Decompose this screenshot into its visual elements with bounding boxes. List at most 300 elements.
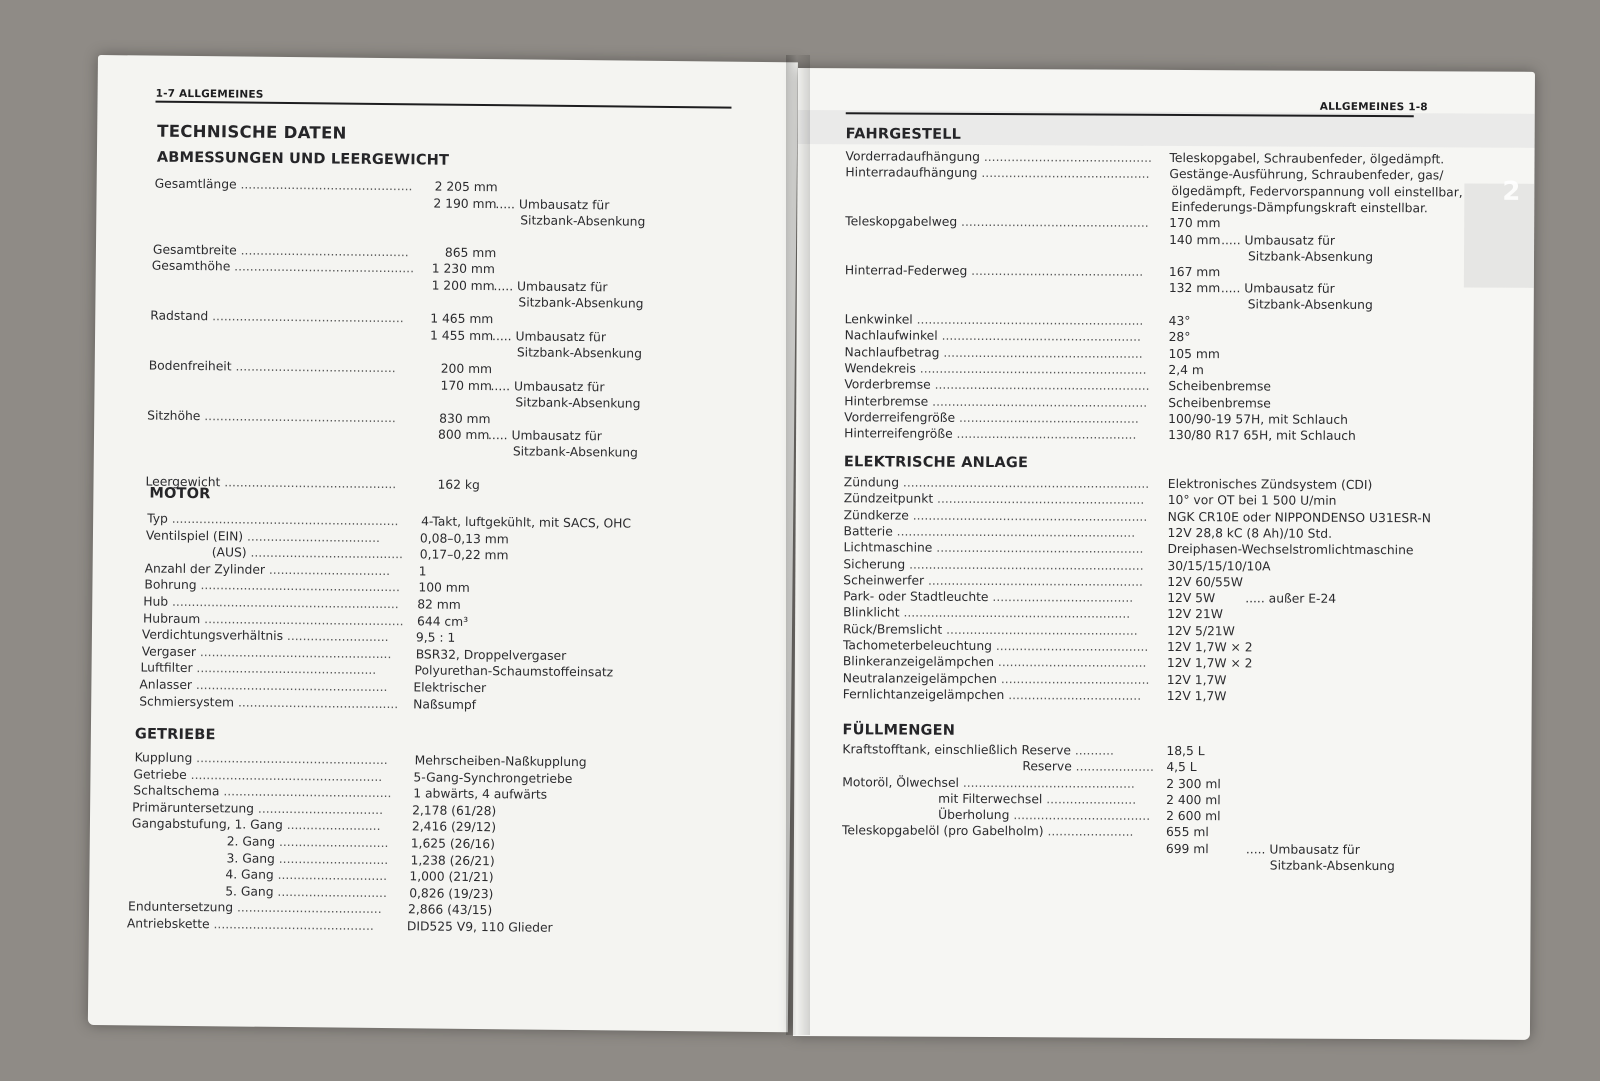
dot-leader: ..................................................... <box>933 491 1145 507</box>
dot-leader: ............................................................ <box>905 557 1144 573</box>
spec-label <box>845 327 1161 345</box>
spec-value: Naßsumpf <box>413 697 477 712</box>
spec-row <box>843 686 1407 706</box>
dot-leader: ................................................... <box>200 612 404 629</box>
spec-value: 167 mm <box>1168 264 1221 280</box>
spec-label-text: Verdichtungsverhältnis <box>141 627 284 643</box>
spec-label <box>142 626 410 645</box>
spec-label-text: 2. Gang <box>226 834 276 849</box>
dot-leader: ................................................ <box>957 214 1149 230</box>
spec-note-text: Sitzbank-Absenkung <box>520 213 646 229</box>
spec-note <box>1246 841 1360 858</box>
spec-value: 28° <box>1168 329 1191 345</box>
spec-label-text: Park- oder Stadtleuchte <box>843 589 989 605</box>
spec-label <box>843 604 1159 622</box>
page-title: TECHNISCHE DATEN <box>157 121 347 143</box>
spec-row <box>145 474 675 497</box>
spec-note-text: Sitzbank-Absenkung <box>1269 858 1395 874</box>
dot-leader: .......................................................... <box>912 312 1144 328</box>
section-heading: ABMESSUNGEN UND LEERGEWICHT <box>156 149 450 169</box>
spec-row <box>845 230 1409 265</box>
dot-leader: ............................................................. <box>892 524 1136 540</box>
spec-value: 2 400 ml <box>1166 792 1221 808</box>
spec-note-text: Sitzbank-Absenkung <box>1247 297 1373 313</box>
spec-value: Polyurethan-Schaumstoffeinsatz <box>414 663 614 680</box>
dot-leader: ......................................... <box>231 359 396 376</box>
spec-label-text: Zündung <box>843 475 900 490</box>
spec-label-text: Leergewicht <box>145 474 221 490</box>
spec-label-text: Radstand <box>150 308 209 324</box>
spec-value: NGK CR10E oder NIPPONDENSO U31ESR-N <box>1167 509 1431 526</box>
spec-value: DID525 V9, 110 Glieder <box>406 919 553 935</box>
dot-leader: ............................................................... <box>899 475 1150 491</box>
section-heading: GETRIEBE <box>134 726 216 744</box>
spec-label <box>844 507 1160 525</box>
spec-label <box>845 262 1161 280</box>
spec-value: 132 mm <box>1168 280 1221 296</box>
header-rule <box>156 101 732 109</box>
spec-row <box>845 278 1409 313</box>
spec-label-text: Vorderreifengröße <box>844 410 956 425</box>
spec-note-text: außer E-24 <box>1268 591 1337 606</box>
spec-value: 1,625 (26/16) <box>410 836 495 852</box>
spec-label <box>843 556 1159 574</box>
dot-leader: ..... <box>1221 233 1245 248</box>
spec-label-text: Blinklicht <box>843 605 900 620</box>
spec-label-text: Zündkerze <box>843 508 909 523</box>
spec-note <box>1245 590 1336 606</box>
dot-leader: ................................................. <box>195 645 392 662</box>
spec-label-text: (AUS) <box>211 545 247 560</box>
dot-leader: ............................ <box>273 884 387 901</box>
spec-label-text: Wendekreis <box>844 361 916 376</box>
spec-label <box>844 490 1160 508</box>
spec-label <box>844 523 1160 541</box>
spec-value: 1 455 mm <box>430 328 494 344</box>
dot-leader: ................................... <box>1009 808 1151 823</box>
spec-label <box>843 588 1159 606</box>
spec-value: 140 mm <box>1169 232 1221 248</box>
spec-label-text: Rück/Bremslicht <box>843 622 943 637</box>
spec-label-text: Anzahl der Zylinder <box>144 561 266 577</box>
spec-label <box>844 474 1160 492</box>
spec-value: 18,5 L <box>1166 743 1205 759</box>
spec-label <box>152 258 420 277</box>
spec-note-text: Sitzbank-Absenkung <box>1247 249 1374 265</box>
spec-label-text: Hub <box>143 594 169 609</box>
spec-note <box>1221 280 1335 297</box>
spec-label-text: Nachlaufbetrag <box>844 345 940 360</box>
spec-label <box>135 749 403 768</box>
dot-leader: ................................................. <box>942 622 1138 638</box>
spec-label <box>143 594 411 613</box>
spec-value: 865 mm <box>444 245 497 261</box>
spec-label-text: Vorderradaufhängung <box>845 149 980 164</box>
spec-label-text: Bodenfreiheit <box>148 358 232 374</box>
dot-leader: ..... <box>490 379 515 394</box>
spec-value: 130/80 R17 65H, mit Schlauch <box>1168 427 1356 443</box>
spec-label <box>155 176 423 195</box>
spec-label-text: Typ <box>147 511 168 526</box>
dot-leader: ............................................ <box>967 263 1144 279</box>
spec-label-text: Teleskopgabelweg <box>845 214 958 229</box>
spec-label <box>844 344 1160 362</box>
spec-value: 2 205 mm <box>434 179 498 195</box>
spec-value: Elektronisches Zündsystem (CDI) <box>1167 476 1373 493</box>
spec-label-text: Batterie <box>843 524 893 539</box>
dot-leader: ............................................ <box>958 775 1135 791</box>
spec-value: Dreiphasen-Wechselstromlichtmaschine <box>1167 541 1414 558</box>
dot-leader: ........................................... <box>236 243 409 260</box>
spec-value: 2,866 (43/15) <box>407 902 493 918</box>
spec-value: 30/15/15/10/10A <box>1167 558 1271 574</box>
spec-value: Scheibenbremse <box>1168 395 1271 411</box>
spec-value: 0,17–0,22 mm <box>419 547 509 563</box>
spec-value: 170 mm <box>1169 215 1221 231</box>
dot-leader: ..................................................... <box>932 540 1144 556</box>
spec-label <box>225 866 397 884</box>
spec-value: 12V 1,7W × 2 <box>1166 639 1253 655</box>
dot-leader: ................................................. <box>191 678 388 695</box>
dot-leader: ................................................. <box>208 309 404 326</box>
spec-label <box>227 833 399 851</box>
spec-note <box>495 196 609 213</box>
running-head-right: ALLGEMEINES 1-8 <box>1319 100 1428 114</box>
spec-note <box>488 427 602 444</box>
dot-leader: .................................. <box>243 529 381 545</box>
dot-leader: .................... <box>1071 759 1154 774</box>
spec-label <box>843 637 1159 655</box>
spec-label <box>844 409 1160 427</box>
dot-leader: ...................................... <box>994 655 1147 670</box>
dot-leader: ............................ <box>274 851 389 868</box>
dot-leader: ............................................ <box>220 475 397 492</box>
spec-label-text: Scheinwerfer <box>843 573 925 588</box>
spec-note-text: Umbausatz für <box>1244 233 1336 248</box>
spec-label-text: Reserve <box>1022 759 1072 774</box>
spec-value: 655 ml <box>1165 824 1209 840</box>
spec-value: 12V 1,7W <box>1166 672 1227 688</box>
dot-leader: ................................ <box>253 801 384 818</box>
spec-label-text: Nachlaufwinkel <box>844 328 938 343</box>
spec-value: 4-Takt, luftgekühlt, mit SACS, OHC <box>421 514 632 531</box>
book-gutter <box>786 55 810 1035</box>
spec-label-text: Teleskopgabelöl (pro Gabelholm) <box>841 823 1044 839</box>
spec-label-text: Hinterreifengröße <box>844 426 953 441</box>
spec-label <box>149 358 417 377</box>
running-head-left: 1-7 ALLGEMEINES <box>155 87 264 101</box>
dot-leader: ...................................... <box>996 672 1150 687</box>
spec-label-text: Kupplung <box>134 750 193 766</box>
dot-leader: ...................... <box>1043 824 1134 839</box>
spec-label-text: Zündzeitpunkt <box>843 491 934 506</box>
spec-label <box>1022 758 1158 775</box>
dot-leader: ......................................... <box>233 695 399 712</box>
spec-label-text: Anlasser <box>139 677 193 693</box>
spec-value: 2 600 ml <box>1166 808 1221 824</box>
dot-leader: .......................... <box>282 628 389 645</box>
dot-leader: .......... <box>1070 743 1114 758</box>
spec-label-text: Sitzhöhe <box>147 408 201 424</box>
spec-label <box>844 425 1160 443</box>
spec-value: 12V 28,8 kC (8 Ah)/10 Std. <box>1167 525 1333 541</box>
spec-value: 170 mm <box>440 378 492 394</box>
spec-value: 12V 1,7W × 2 <box>1166 655 1253 671</box>
spec-label-text: Hinterbremse <box>844 394 929 409</box>
dot-leader: .......................................................... <box>915 361 1147 377</box>
spec-value: ölgedämpft, Federvorspannung voll einstellbar, <box>1171 183 1463 200</box>
spec-label-text: 5. Gang <box>225 884 274 899</box>
spec-note-text: Umbausatz für <box>511 428 602 444</box>
spec-label <box>139 693 407 712</box>
spec-value: 100/90-19 57H, mit Schlauch <box>1168 411 1348 427</box>
spec-label-text: Sicherung <box>843 557 906 572</box>
spec-label-text: Gesamthöhe <box>151 258 231 274</box>
spec-row <box>842 839 1406 874</box>
spec-row <box>844 425 1408 445</box>
spec-label-text: 4. Gang <box>225 867 274 882</box>
spec-value: 1 465 mm <box>430 311 494 327</box>
dot-leader: ....................... <box>1042 792 1137 807</box>
spec-label-text: Luftfilter <box>140 660 193 676</box>
spec-value: 2 300 ml <box>1166 776 1221 792</box>
spec-label-text: Getriebe <box>133 767 187 782</box>
dot-leader: ................................................... <box>196 578 400 595</box>
section-tab-number: 2 <box>1502 176 1521 207</box>
spec-label-text: Hinterradaufhängung <box>845 165 978 180</box>
spec-value: 9,5 : 1 <box>415 630 456 645</box>
spec-label <box>127 915 395 934</box>
spec-label-text: mit Filterwechsel <box>938 791 1043 807</box>
spec-value: 2,178 (61/28) <box>412 803 497 819</box>
spec-note <box>494 278 608 295</box>
spec-label <box>938 791 1158 808</box>
spec-label-text: Tachometerbeleuchtung <box>842 638 993 654</box>
spec-value: Einfederungs-Dämpfungskraft einstellbar. <box>1171 199 1428 216</box>
spec-value: 200 mm <box>440 361 493 377</box>
spec-value: 4,5 L <box>1166 759 1197 775</box>
spec-label-text: Vergaser <box>141 644 197 660</box>
spec-value: 12V 5/21W <box>1167 623 1235 639</box>
spec-label <box>144 577 412 596</box>
spec-label-text: Neutralanzeigelämpchen <box>842 671 998 687</box>
spec-label <box>227 850 399 868</box>
spec-value: 0,826 (19/23) <box>409 886 494 902</box>
dot-leader: ......................................... <box>209 917 374 933</box>
dot-leader: .......................................................... <box>167 511 399 529</box>
spec-label-text: Lichtmaschine <box>843 540 933 555</box>
spec-value: 105 mm <box>1168 346 1220 362</box>
spec-note-text: Umbausatz für <box>515 329 607 345</box>
spec-value: 12V 1,7W <box>1166 688 1227 704</box>
spec-label <box>133 782 401 801</box>
spec-value: 644 cm³ <box>417 614 469 629</box>
spec-label <box>845 148 1161 166</box>
dot-leader: ....................................................... <box>930 377 1150 393</box>
spec-value: 10° vor OT bei 1 500 U/min <box>1167 492 1337 508</box>
dot-leader: ..... <box>1245 591 1269 606</box>
spec-label <box>212 544 414 562</box>
dot-leader: ....................................... <box>246 545 404 562</box>
spec-value: 800 mm <box>437 427 490 443</box>
spec-value: 1,238 (26/21) <box>410 853 495 869</box>
spec-label <box>843 572 1159 590</box>
spec-value: 100 mm <box>418 580 470 595</box>
dot-leader: .......................................................... <box>899 605 1131 621</box>
spec-value: 1 <box>418 564 427 579</box>
dot-leader: ....................................................... <box>928 394 1148 410</box>
spec-label-text: Bohrung <box>144 577 197 593</box>
spec-label <box>842 774 1158 792</box>
spec-value: 162 kg <box>437 477 480 493</box>
spec-note-text: Sitzbank-Absenkung <box>515 395 641 411</box>
dot-leader: ..... <box>493 279 518 294</box>
spec-value: 699 ml <box>1165 841 1209 857</box>
left-page <box>88 55 798 1032</box>
dot-leader: ................................................. <box>192 751 388 768</box>
spec-label-text: Primäruntersetzung <box>132 800 255 816</box>
dot-leader: ........................ <box>282 817 381 834</box>
dot-leader: ................................................... <box>937 328 1141 344</box>
spec-label <box>843 686 1159 704</box>
dot-leader: ........................................... <box>979 149 1152 165</box>
spec-label <box>132 815 400 834</box>
section-heading: FÜLLMENGEN <box>842 722 956 739</box>
spec-label <box>128 898 396 917</box>
section-heading: ELEKTRISCHE ANLAGE <box>843 454 1029 472</box>
spec-label <box>842 741 1158 759</box>
spec-label-text: Antriebskette <box>126 916 210 932</box>
spec-label-text: Gesamtbreite <box>152 242 237 258</box>
spec-label-text: Überholung <box>938 807 1010 823</box>
spec-label <box>844 360 1160 378</box>
spec-value: 12V 60/55W <box>1167 574 1243 590</box>
spec-label-text: Lenkwinkel <box>844 312 913 327</box>
dot-leader: ........................................... <box>977 165 1150 181</box>
spec-label <box>842 822 1158 840</box>
spec-value: 2,4 m <box>1168 362 1204 378</box>
spec-value: Gestänge-Ausführung, Schraubenfeder, gas/ <box>1169 166 1444 183</box>
section-heading: MOTOR <box>149 485 211 503</box>
spec-value: Mehrscheiben-Naßkupplung <box>414 753 587 770</box>
spec-label-text: Vorderbremse <box>844 377 931 392</box>
spec-note <box>490 378 604 395</box>
spec-value: BSR32, Droppelvergaser <box>415 647 567 663</box>
spec-label-text: Ventilspiel (EIN) <box>145 528 244 544</box>
dot-leader: ................................................... <box>939 345 1143 361</box>
spec-value: 82 mm <box>417 597 461 612</box>
spec-label <box>845 164 1161 182</box>
spec-label <box>141 659 409 678</box>
spec-label <box>845 213 1161 231</box>
dot-leader: .................................. <box>1004 688 1142 703</box>
spec-value: 12V 21W <box>1167 606 1223 622</box>
spec-label-text: Gesamtlänge <box>154 176 237 192</box>
spec-note-text: Umbausatz für <box>518 197 610 213</box>
dot-leader: ..................................... <box>233 900 382 917</box>
dot-leader: ................................................. <box>200 409 396 426</box>
spec-label <box>938 807 1158 824</box>
spec-value: Elektrischer <box>413 680 487 696</box>
dot-leader: .......................................................... <box>168 594 399 612</box>
dot-leader: ....................................................... <box>924 573 1144 589</box>
spec-value: 2 190 mm <box>433 196 497 212</box>
spec-label <box>139 676 407 695</box>
dot-leader: .............................................. <box>955 410 1139 426</box>
spec-label <box>843 621 1159 639</box>
spec-value: 12V 5W <box>1167 590 1216 606</box>
spec-label-text: 3. Gang <box>226 851 275 866</box>
spec-label-text: Enduntersetzung <box>128 899 234 915</box>
spec-label-text: Hinterrad-Federweg <box>844 263 968 278</box>
spec-note <box>492 328 606 345</box>
spec-label-text: Blinkeranzeigelämpchen <box>842 654 995 670</box>
dot-leader: .............................................. <box>230 259 415 276</box>
spec-note-text: Umbausatz für <box>513 379 605 395</box>
dot-leader: ............................ <box>275 834 389 851</box>
dot-leader: ....................................... <box>991 639 1149 654</box>
spec-label-text: Kraftstofftank, einschließlich Reserve <box>842 742 1071 758</box>
dot-leader: ............................ <box>273 867 388 884</box>
spec-note-text: Umbausatz für <box>1269 842 1360 857</box>
spec-value: 1 abwärts, 4 aufwärts <box>413 786 548 802</box>
section-heading: FAHRGESTELL <box>845 126 962 143</box>
spec-note-text: Umbausatz für <box>1244 281 1335 296</box>
dot-leader: ..... <box>487 428 512 443</box>
spec-label <box>844 393 1160 411</box>
spec-label-text: Gangabstufung, 1. Gang <box>131 816 283 832</box>
dot-leader: ..... <box>495 197 519 212</box>
spec-note-text: Umbausatz für <box>516 279 608 295</box>
dot-leader: .................................... <box>988 590 1134 605</box>
spec-value: Teleskopgabel, Schraubenfeder, ölgedämpft. <box>1169 150 1445 167</box>
spec-label-text: Schmiersystem <box>139 694 235 710</box>
section-tab <box>1464 183 1535 287</box>
dot-leader: ..... <box>492 329 516 344</box>
spec-note-text: Sitzbank-Absenkung <box>516 345 643 361</box>
spec-value: 1 200 mm <box>431 278 495 294</box>
spec-label <box>225 883 397 901</box>
spec-label-text: Schaltschema <box>133 783 220 799</box>
dot-leader: ..... <box>1245 842 1270 857</box>
dot-leader: .............................................. <box>192 661 377 677</box>
spec-note-text: Sitzbank-Absenkung <box>512 444 638 460</box>
spec-label-text: Hubraum <box>143 611 201 627</box>
spec-value: Scheibenbremse <box>1168 378 1272 394</box>
spec-label <box>845 311 1161 329</box>
spec-label <box>843 539 1159 557</box>
dot-leader: ..... <box>1220 281 1245 296</box>
spec-value: 1 230 mm <box>431 261 495 277</box>
spec-label <box>843 670 1159 688</box>
spec-value: 1,000 (21/21) <box>409 869 494 885</box>
spec-value: 43° <box>1168 313 1191 329</box>
dot-leader: .............................................. <box>952 426 1137 442</box>
spec-label-text: Motoröl, Ölwechsel <box>842 775 959 790</box>
spec-label <box>843 653 1159 671</box>
spec-label <box>147 511 415 530</box>
spec-label <box>844 376 1160 394</box>
spec-value: 830 mm <box>439 411 491 427</box>
spec-value: 0,08–0,13 mm <box>419 531 509 547</box>
dot-leader: ............................................ <box>236 177 413 194</box>
dot-leader: ........................................... <box>219 784 392 801</box>
dot-leader: ................................................. <box>186 767 383 785</box>
spec-note <box>1221 232 1335 249</box>
spec-label <box>150 308 418 327</box>
spec-note-text: Sitzbank-Absenkung <box>518 295 644 311</box>
spec-value: 2,416 (29/12) <box>411 819 497 835</box>
